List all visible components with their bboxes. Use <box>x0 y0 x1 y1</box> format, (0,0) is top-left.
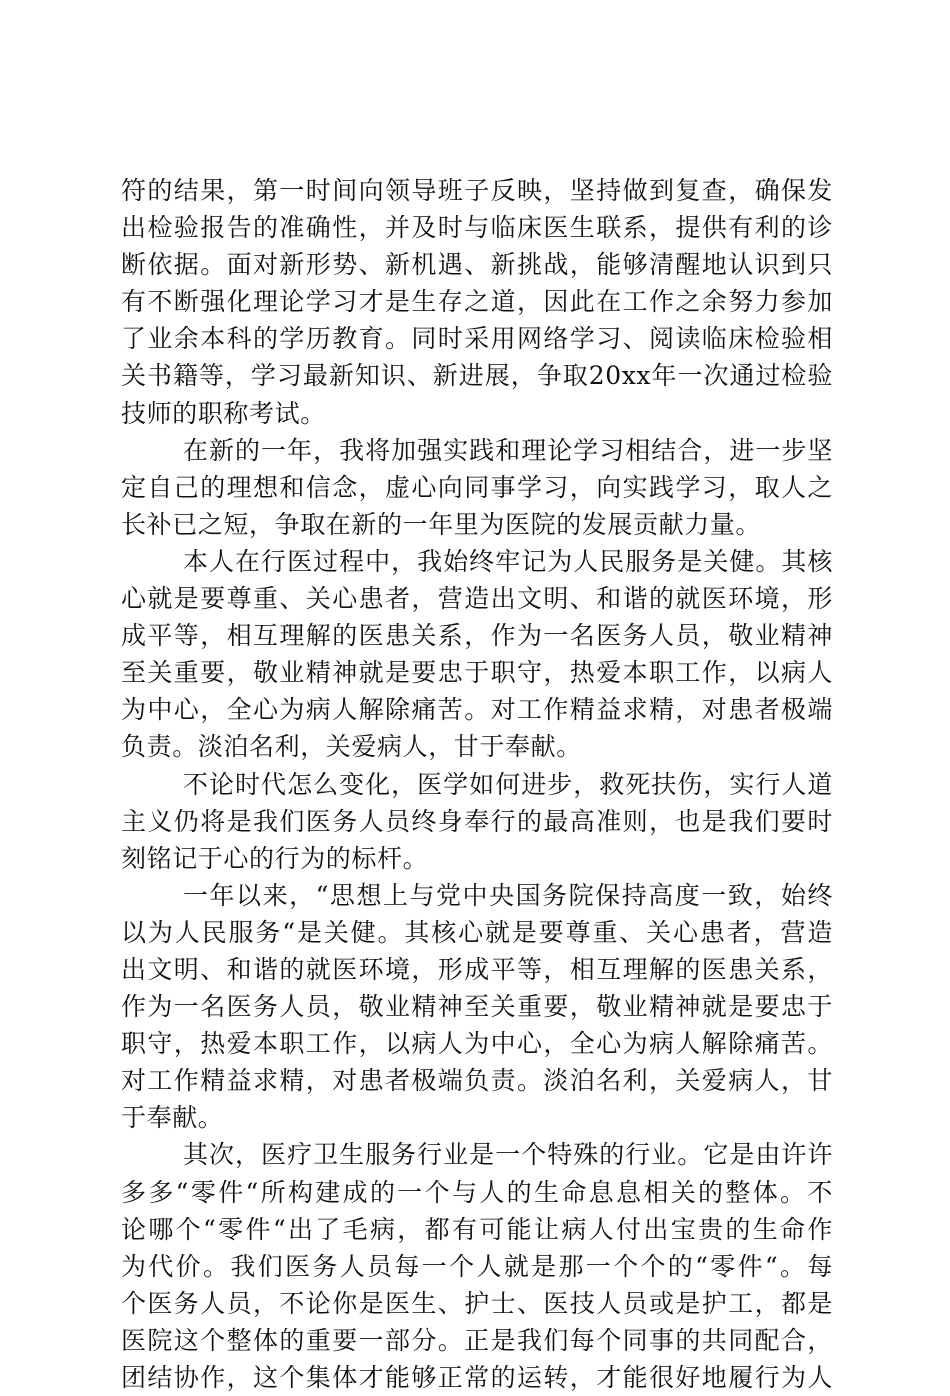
text-line: 负责。淡泊名利，关爱病人，甘于奉献。 <box>121 732 582 762</box>
text-line: 作为一名医务人员，敬业精神至关重要，敬业精神就是要忠于 <box>121 992 833 1022</box>
text-line: 心就是要尊重、关心患者，营造出文明、和谐的就医环境，形 <box>121 584 833 614</box>
paragraph-first-line: 在新的一年，我将加强实践和理论学习相结合，进一步坚 <box>183 435 833 465</box>
paragraph-first-line: 不论时代怎么变化，医学如何进步，救死扶伤，实行人道 <box>183 769 833 799</box>
text-line: 论哪个“零件“出了毛病，都有可能让病人付出宝贵的生命作 <box>121 1214 833 1244</box>
text-line: 了业余本科的学历教育。同时采用网络学习、阅读临床检验相 <box>121 324 833 354</box>
text-line: 定自己的理想和信念，虚心向同事学习，向实践学习，取人之 <box>121 472 833 502</box>
paragraph-first-line: 其次，医疗卫生服务行业是一个特殊的行业。它是由许许 <box>183 1140 833 1170</box>
text-line: 至关重要，敬业精神就是要忠于职守，热爱本职工作，以病人 <box>121 658 833 688</box>
document-body <box>121 172 833 1396</box>
text-line: 出检验报告的准确性，并及时与临床医生联系，提供有利的诊 <box>121 213 833 243</box>
text-line: 于奉献。 <box>121 1103 224 1133</box>
text-line: 医院这个整体的重要一部分。正是我们每个同事的共同配合， <box>121 1325 833 1355</box>
text-line: 职守，热爱本职工作，以病人为中心，全心为病人解除痛苦。 <box>121 1029 833 1059</box>
text-line: 以为人民服务“是关健。其核心就是要尊重、关心患者，营造 <box>121 917 833 947</box>
text-line: 断依据。面对新形势、新机遇、新挑战，能够清醒地认识到只 <box>121 250 833 280</box>
text-line: 符的结果，第一时间向领导班子反映，坚持做到复查，确保发 <box>121 176 833 205</box>
text-line: 出文明、和谐的就医环境，形成平等，相互理解的医患关系， <box>121 954 833 984</box>
paragraph-first-line: 一年以来，“思想上与党中央国务院保持高度一致，始终 <box>183 880 833 910</box>
text-line: 个医务人员，不论你是医生、护士、医技人员或是护工，都是 <box>121 1288 833 1318</box>
text-line: 团结协作，这个集体才能够正常的运转，才能很好地履行为人 <box>121 1363 833 1392</box>
text-line: 对工作精益求精，对患者极端负责。淡泊名利，关爱病人，甘 <box>121 1066 833 1096</box>
text-line: 技师的职称考试。 <box>121 398 326 428</box>
text-line: 成平等，相互理解的医患关系，作为一名医务人员，敬业精神 <box>121 621 833 651</box>
text-line: 主义仍将是我们医务人员终身奉行的最高准则，也是我们要时 <box>121 806 833 836</box>
text-line: 刻铭记于心的行为的标杆。 <box>121 843 429 873</box>
text-line: 关书籍等，学习最新知识、新进展，争取20xx年一次通过检验 <box>121 361 833 391</box>
text-line: 有不断强化理论学习才是生存之道，因此在工作之余努力参加 <box>121 287 833 317</box>
text-line: 长补已之短，争取在新的一年里为医院的发展贡献力量。 <box>121 509 762 539</box>
text-line: 为代价。我们医务人员每一个人就是那一个个的“零件“。每 <box>121 1251 833 1281</box>
text-line: 多多“零件“所构建成的一个与人的生命息息相关的整体。不 <box>121 1177 833 1207</box>
paragraph-first-line: 本人在行医过程中，我始终牢记为人民服务是关健。其核 <box>183 546 833 576</box>
text-line: 为中心，全心为病人解除痛苦。对工作精益求精，对患者极端 <box>121 695 833 725</box>
